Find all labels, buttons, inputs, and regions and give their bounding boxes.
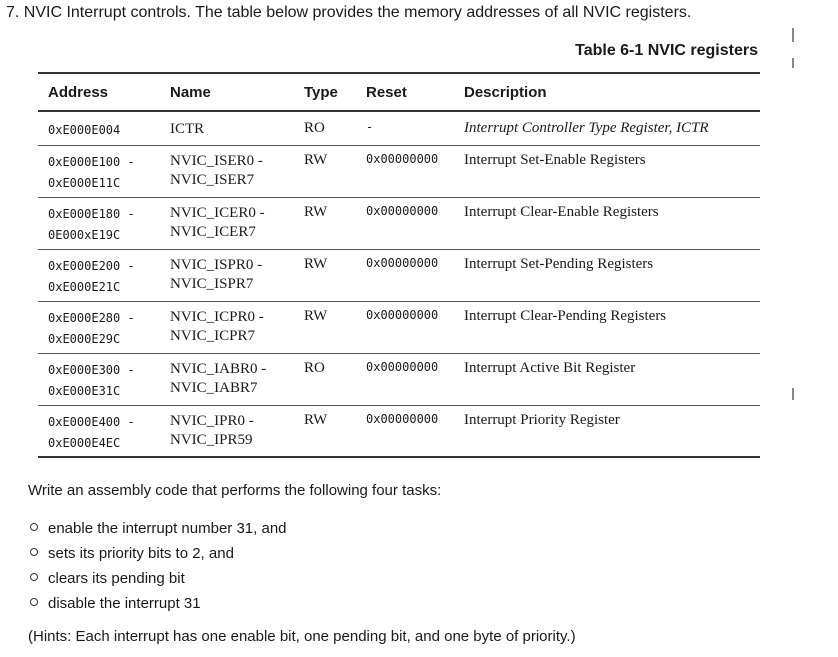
cell-reset: - <box>366 120 374 134</box>
cell-description: Interrupt Active Bit Register <box>464 359 636 376</box>
table-row <box>38 249 760 301</box>
table-header-row <box>38 73 760 111</box>
cell-type: RO <box>304 359 325 376</box>
task-item <box>30 566 287 591</box>
name-line: NVIC_ICPR7 <box>170 327 256 344</box>
address-line: 0xE000E29C <box>48 331 121 346</box>
question-title: 7. NVIC Interrupt controls. The table below provides the memory addresses of all NVIC registers. <box>6 4 692 21</box>
table-row <box>38 405 760 457</box>
header-address: Address <box>48 83 109 101</box>
name-line: NVIC_ISER0 - <box>170 152 263 169</box>
table-row <box>38 301 760 353</box>
circle-bullet-icon <box>30 573 38 581</box>
name-line: NVIC_ISER7 <box>170 171 255 188</box>
address-line: 0xE000E100 - <box>48 154 135 169</box>
hint-text: (Hints: Each interrupt has one enable bit, one pending bit, and one byte of priority.) <box>28 628 576 645</box>
cell-description: Interrupt Set-Pending Registers <box>464 255 654 272</box>
table-row <box>38 145 760 197</box>
name-line: NVIC_IABR0 - <box>170 360 267 377</box>
cell-name <box>160 353 294 405</box>
cell-reset: 0x00000000 <box>366 307 439 322</box>
cell-type: RW <box>304 255 328 272</box>
cell-type: RW <box>304 411 328 428</box>
cell-description: Interrupt Clear-Enable Registers <box>464 203 659 220</box>
header-name: Name <box>170 83 211 101</box>
table-body <box>38 111 760 457</box>
address-line: 0xE000E31C <box>48 383 121 398</box>
cell-address <box>38 353 160 405</box>
address-line: 0xE000E21C <box>48 279 121 294</box>
name-line: NVIC_ISPR0 - <box>170 256 263 273</box>
nvic-registers-table <box>38 72 760 458</box>
cell-type: RW <box>304 151 328 168</box>
name-line: NVIC_IPR0 - <box>170 412 254 429</box>
name-line: NVIC_IABR7 <box>170 379 258 396</box>
cell-address <box>38 301 160 353</box>
task-item <box>30 516 287 541</box>
table-row <box>38 353 760 405</box>
name-line: NVIC_ICPR0 - <box>170 308 264 325</box>
header-description: Description <box>464 83 547 101</box>
cell-reset: 0x00000000 <box>366 151 439 166</box>
address-line: 0xE000E4EC <box>48 435 121 450</box>
cell-reset: 0x00000000 <box>366 255 439 270</box>
cell-name <box>160 197 294 249</box>
circle-bullet-icon <box>30 598 38 606</box>
cell-description: Interrupt Clear-Pending Registers <box>464 307 667 324</box>
scroll-marker <box>792 28 794 42</box>
cell-reset: 0x00000000 <box>366 203 439 218</box>
cell-reset: 0x00000000 <box>366 359 439 374</box>
cell-description: Interrupt Set-Enable Registers <box>464 151 646 168</box>
name-line: ICTR <box>170 121 205 137</box>
address-line: 0xE000E200 - <box>48 258 135 273</box>
address-line: 0xE000E11C <box>48 175 121 190</box>
cell-name <box>160 301 294 353</box>
cell-type: RO <box>304 120 325 136</box>
cell-name <box>160 111 294 145</box>
header-reset: Reset <box>366 83 407 101</box>
table-caption: Table 6-1 NVIC registers <box>575 42 758 59</box>
instructions-text: Write an assembly code that performs the following four tasks: <box>28 482 442 499</box>
cell-address <box>38 249 160 301</box>
name-line: NVIC_ISPR7 <box>170 275 254 292</box>
address-line: 0xE000E180 - <box>48 206 135 221</box>
cell-address <box>38 405 160 457</box>
cell-type: RW <box>304 203 328 220</box>
cell-address <box>38 111 160 145</box>
cell-description: Interrupt Priority Register <box>464 411 620 428</box>
cell-name <box>160 249 294 301</box>
task-item <box>30 591 287 616</box>
scroll-marker <box>792 58 794 68</box>
address-line: 0xE000E280 - <box>48 310 135 325</box>
table-row <box>38 111 760 145</box>
address-line: 0E000xE19C <box>48 227 121 242</box>
table-row <box>38 197 760 249</box>
name-line: NVIC_ICER0 - <box>170 204 265 221</box>
cell-address <box>38 145 160 197</box>
task-item <box>30 541 287 566</box>
cell-reset: 0x00000000 <box>366 411 439 426</box>
name-line: NVIC_IPR59 <box>170 431 253 448</box>
scroll-marker <box>792 388 794 400</box>
task-text: clears its pending bit <box>48 570 185 587</box>
cell-type: RW <box>304 307 328 324</box>
task-list <box>30 516 287 616</box>
task-text: disable the interrupt 31 <box>48 595 201 612</box>
cell-name <box>160 405 294 457</box>
name-line: NVIC_ICER7 <box>170 223 256 240</box>
header-type: Type <box>304 83 338 101</box>
task-text: sets its priority bits to 2, and <box>48 545 234 562</box>
task-text: enable the interrupt number 31, and <box>48 520 287 537</box>
circle-bullet-icon <box>30 548 38 556</box>
cell-name <box>160 145 294 197</box>
cell-description: Interrupt Controller Type Register, ICTR <box>464 120 709 136</box>
cell-address <box>38 197 160 249</box>
address-line: 0xE000E400 - <box>48 414 135 429</box>
address-line: 0xE000E004 <box>48 123 121 137</box>
circle-bullet-icon <box>30 523 38 531</box>
address-line: 0xE000E300 - <box>48 362 135 377</box>
